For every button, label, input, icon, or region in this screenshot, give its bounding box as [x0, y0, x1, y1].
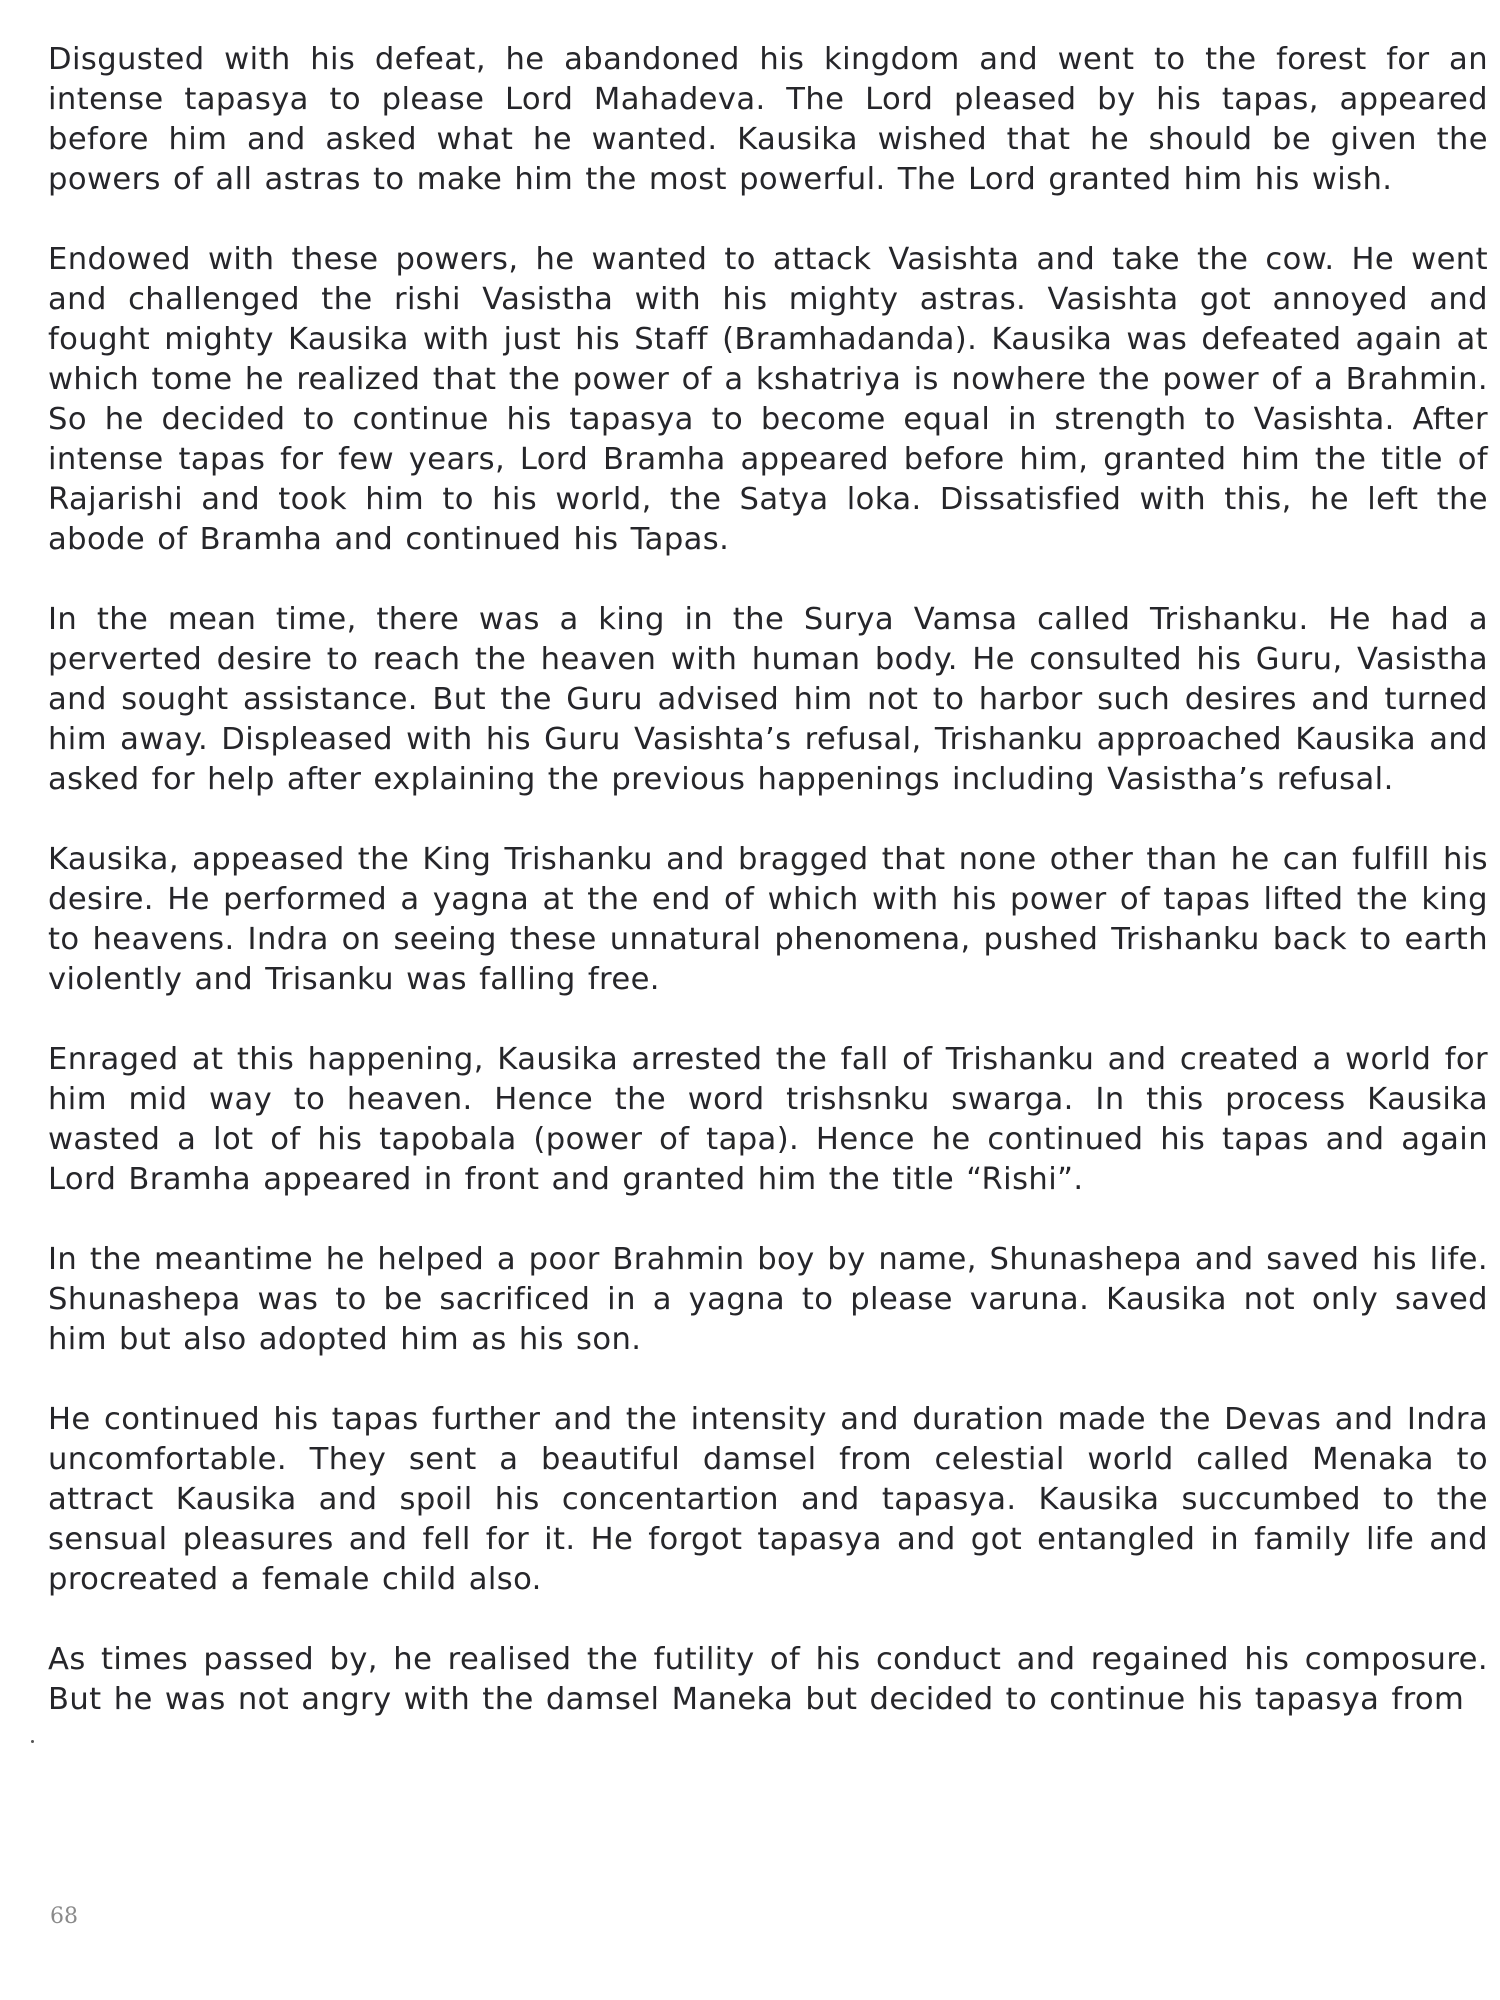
paragraph-3: In the mean time, there was a king in the Surya Vamsa called Trishanku. He had a perverted desire to reach the heaven with human body. He consulted his Guru, Vasistha and sought assistance. But the Guru advised him not to harbor such desires and turned him away. Displeased with his Guru Vasishta’s refusal, Trishanku approached Kausika and asked for help after explaining the previous happenings including Vasistha’s refusal. [48, 602, 1488, 797]
paragraph-5: Enraged at this happening, Kausika arrested the fall of Trishanku and created a world for him mid way to heaven. Hence the word trishsnku swarga. In this process Kausika wasted a lot of his tapobala (power of tapa). Hence he continued his tapas and again Lord Bramha appeared in front and granted him the title “Rishi”. [48, 1042, 1488, 1197]
page-number: 68 [50, 1904, 78, 1929]
paragraph-6: In the meantime he helped a poor Brahmin boy by name, Shunashepa and saved his life. Shunashepa was to be sacrificed in a yagna to please varuna. Kausika not only saved him but also adopted him as his son. [48, 1242, 1488, 1357]
paragraph-4: Kausika, appeased the King Trishanku and bragged that none other than he can fulfill his desire. He performed a yagna at the end of which with his power of tapas lifted the king to heavens. Indra on seeing these unnatural phenomena, pushed Trishanku back to earth violently and Trisanku was falling free. [48, 842, 1488, 997]
paragraph-7: He continued his tapas further and the intensity and duration made the Devas and Indra uncomfortable. They sent a beautiful damsel from celestial world called Menaka to attract Kausika and spoil his concentartion and tapasya. Kausika succumbed to the sensual pleasures and fell for it. He forgot tapasya and got entangled in family life and procreated a female child also. [48, 1402, 1488, 1597]
stray-dot-mark [31, 1740, 34, 1743]
paragraph-1: Disgusted with his defeat, he abandoned his kingdom and went to the forest for an intense tapasya to please Lord Mahadeva. The Lord pleased by his tapas, appeared before him and asked what he wanted. Kausika wished that he should be given the powers of all astras to make him the most powerful. The Lord granted him his wish. [48, 42, 1488, 197]
page-body [48, 40, 1488, 1720]
paragraph-8: As times passed by, he realised the futility of his conduct and regained his composure. But he was not angry with the damsel Maneka but decided to continue his tapasya from [48, 1642, 1488, 1717]
paragraph-2: Endowed with these powers, he wanted to attack Vasishta and take the cow. He went and challenged the rishi Vasistha with his mighty astras. Vasishta got annoyed and fought mighty Kausika with just his Staff (Bramhadanda). Kausika was defeated again at which tome he realized that the power of a kshatriya is nowhere the power of a Brahmin. So he decided to continue his tapasya to become equal in strength to Vasishta. After intense tapas for few years, Lord Bramha appeared before him, granted him the title of Rajarishi and took him to his world, the Satya loka. Dissatisfied with this, he left the abode of Bramha and continued his Tapas. [48, 242, 1488, 557]
